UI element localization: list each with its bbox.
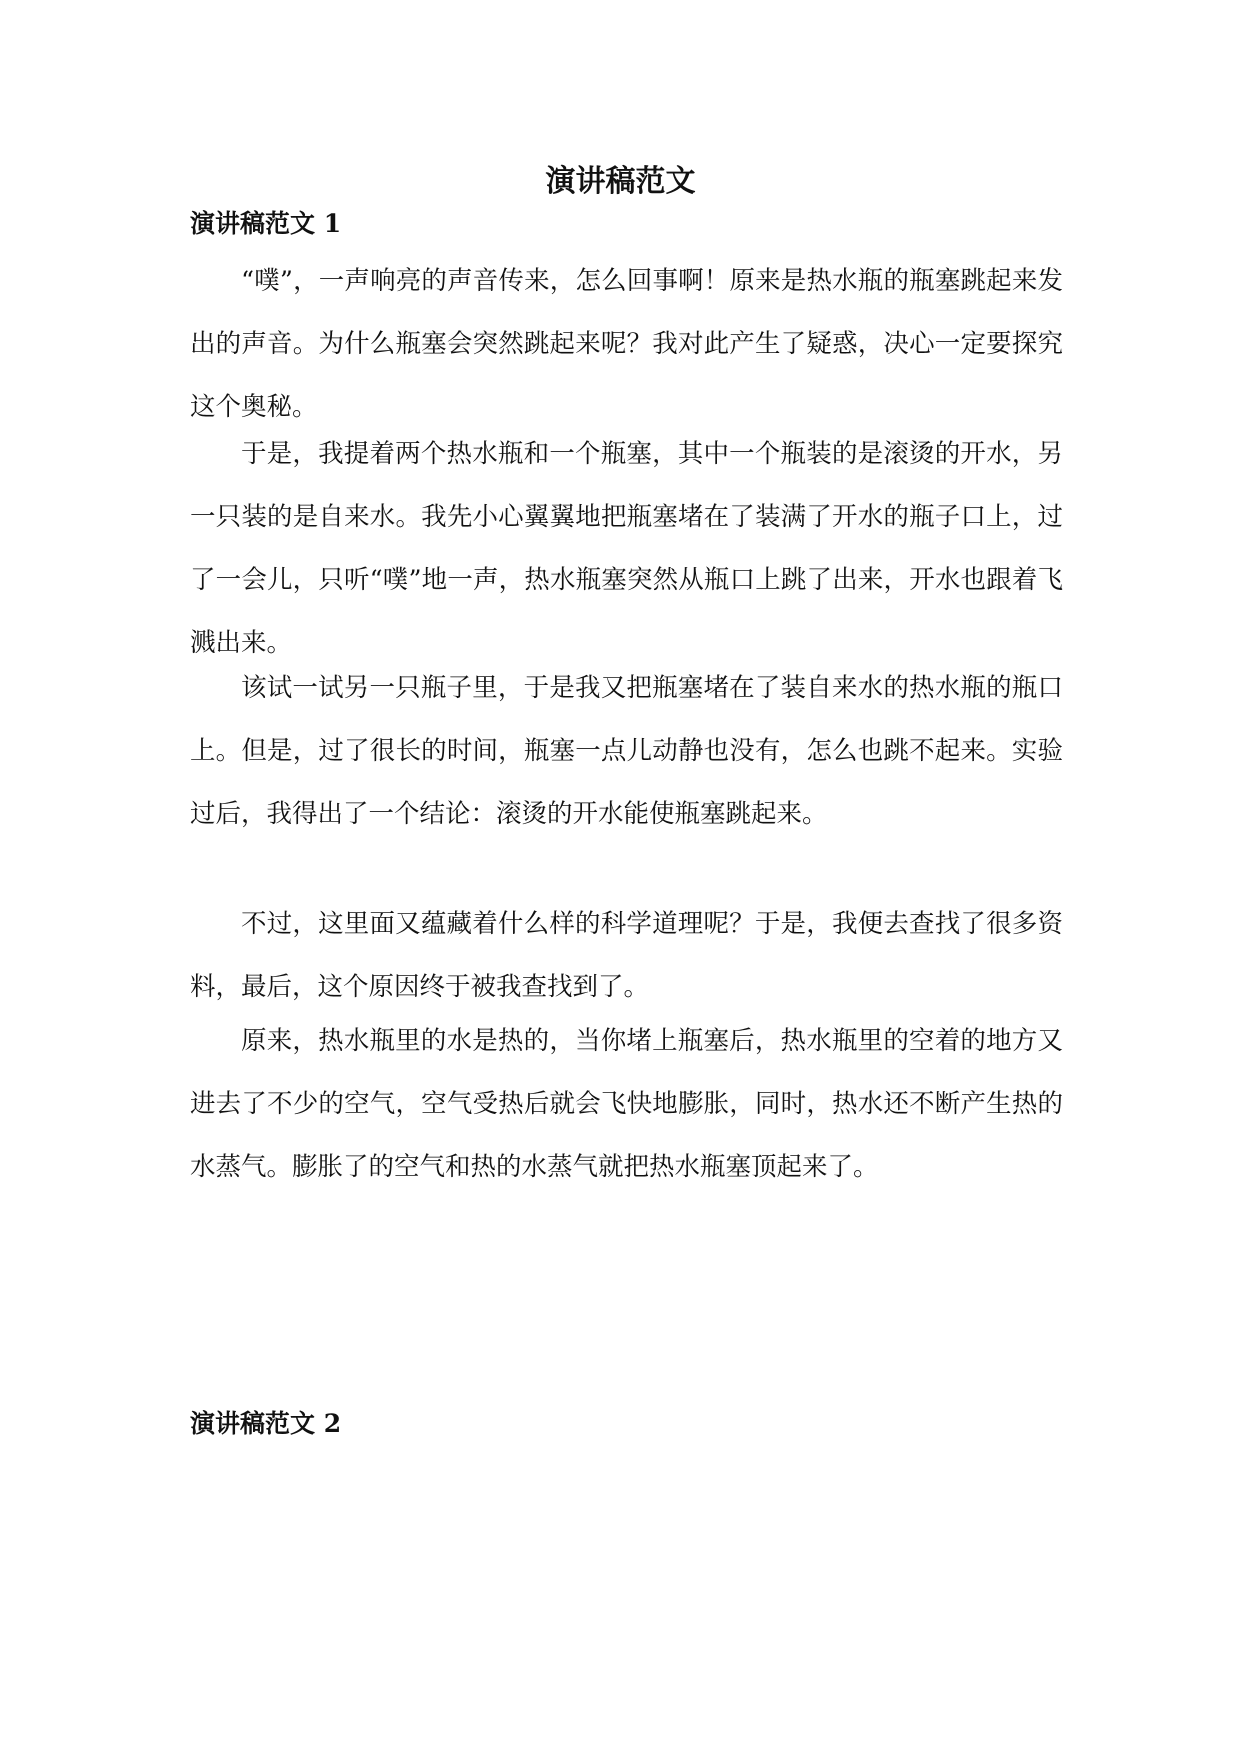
section-heading-1: 演讲稿范文 1 — [190, 209, 342, 238]
paragraph-3: 该试一试另一只瓶子里，于是我又把瓶塞堵在了装自来水的热水瓶的瓶口上。但是，过了很长的时间，瓶塞一点儿动静也没有，怎么也跳不起来。实验过后，我得出了一个结论：滚烫的开水能使瓶塞跳起来。 — [190, 673, 1063, 829]
section-heading-2: 演讲稿范文 2 — [190, 1409, 342, 1438]
document-title: 演讲稿范文 — [545, 164, 696, 199]
paragraph-4: 不过，这里面又蕴藏着什么样的科学道理呢？于是，我便去查找了很多资料，最后，这个原因终于被我查找到了。 — [190, 909, 1063, 1002]
paragraph-1: “噗”，一声响亮的声音传来，怎么回事啊！原来是热水瓶的瓶塞跳起来发出的声音。为什么瓶塞会突然跳起来呢？我对此产生了疑惑，决心一定要探究这个奥秘。 — [190, 266, 1063, 422]
paragraph-5: 原来，热水瓶里的水是热的，当你堵上瓶塞后，热水瓶里的空着的地方又进去了不少的空气，空气受热后就会飞快地膨胀，同时，热水还不断产生热的水蒸气。膨胀了的空气和热的水蒸气就把热水瓶塞顶起来了。 — [190, 1026, 1063, 1182]
paragraph-2: 于是，我提着两个热水瓶和一个瓶塞，其中一个瓶装的是滚烫的开水，另一只装的是自来水。我先小心翼翼地把瓶塞堵在了装满了开水的瓶子口上，过了一会儿，只听“噗”地一声，热水瓶塞突然从瓶口上跳了出来，开水也跟着飞溅出来。 — [190, 439, 1063, 658]
